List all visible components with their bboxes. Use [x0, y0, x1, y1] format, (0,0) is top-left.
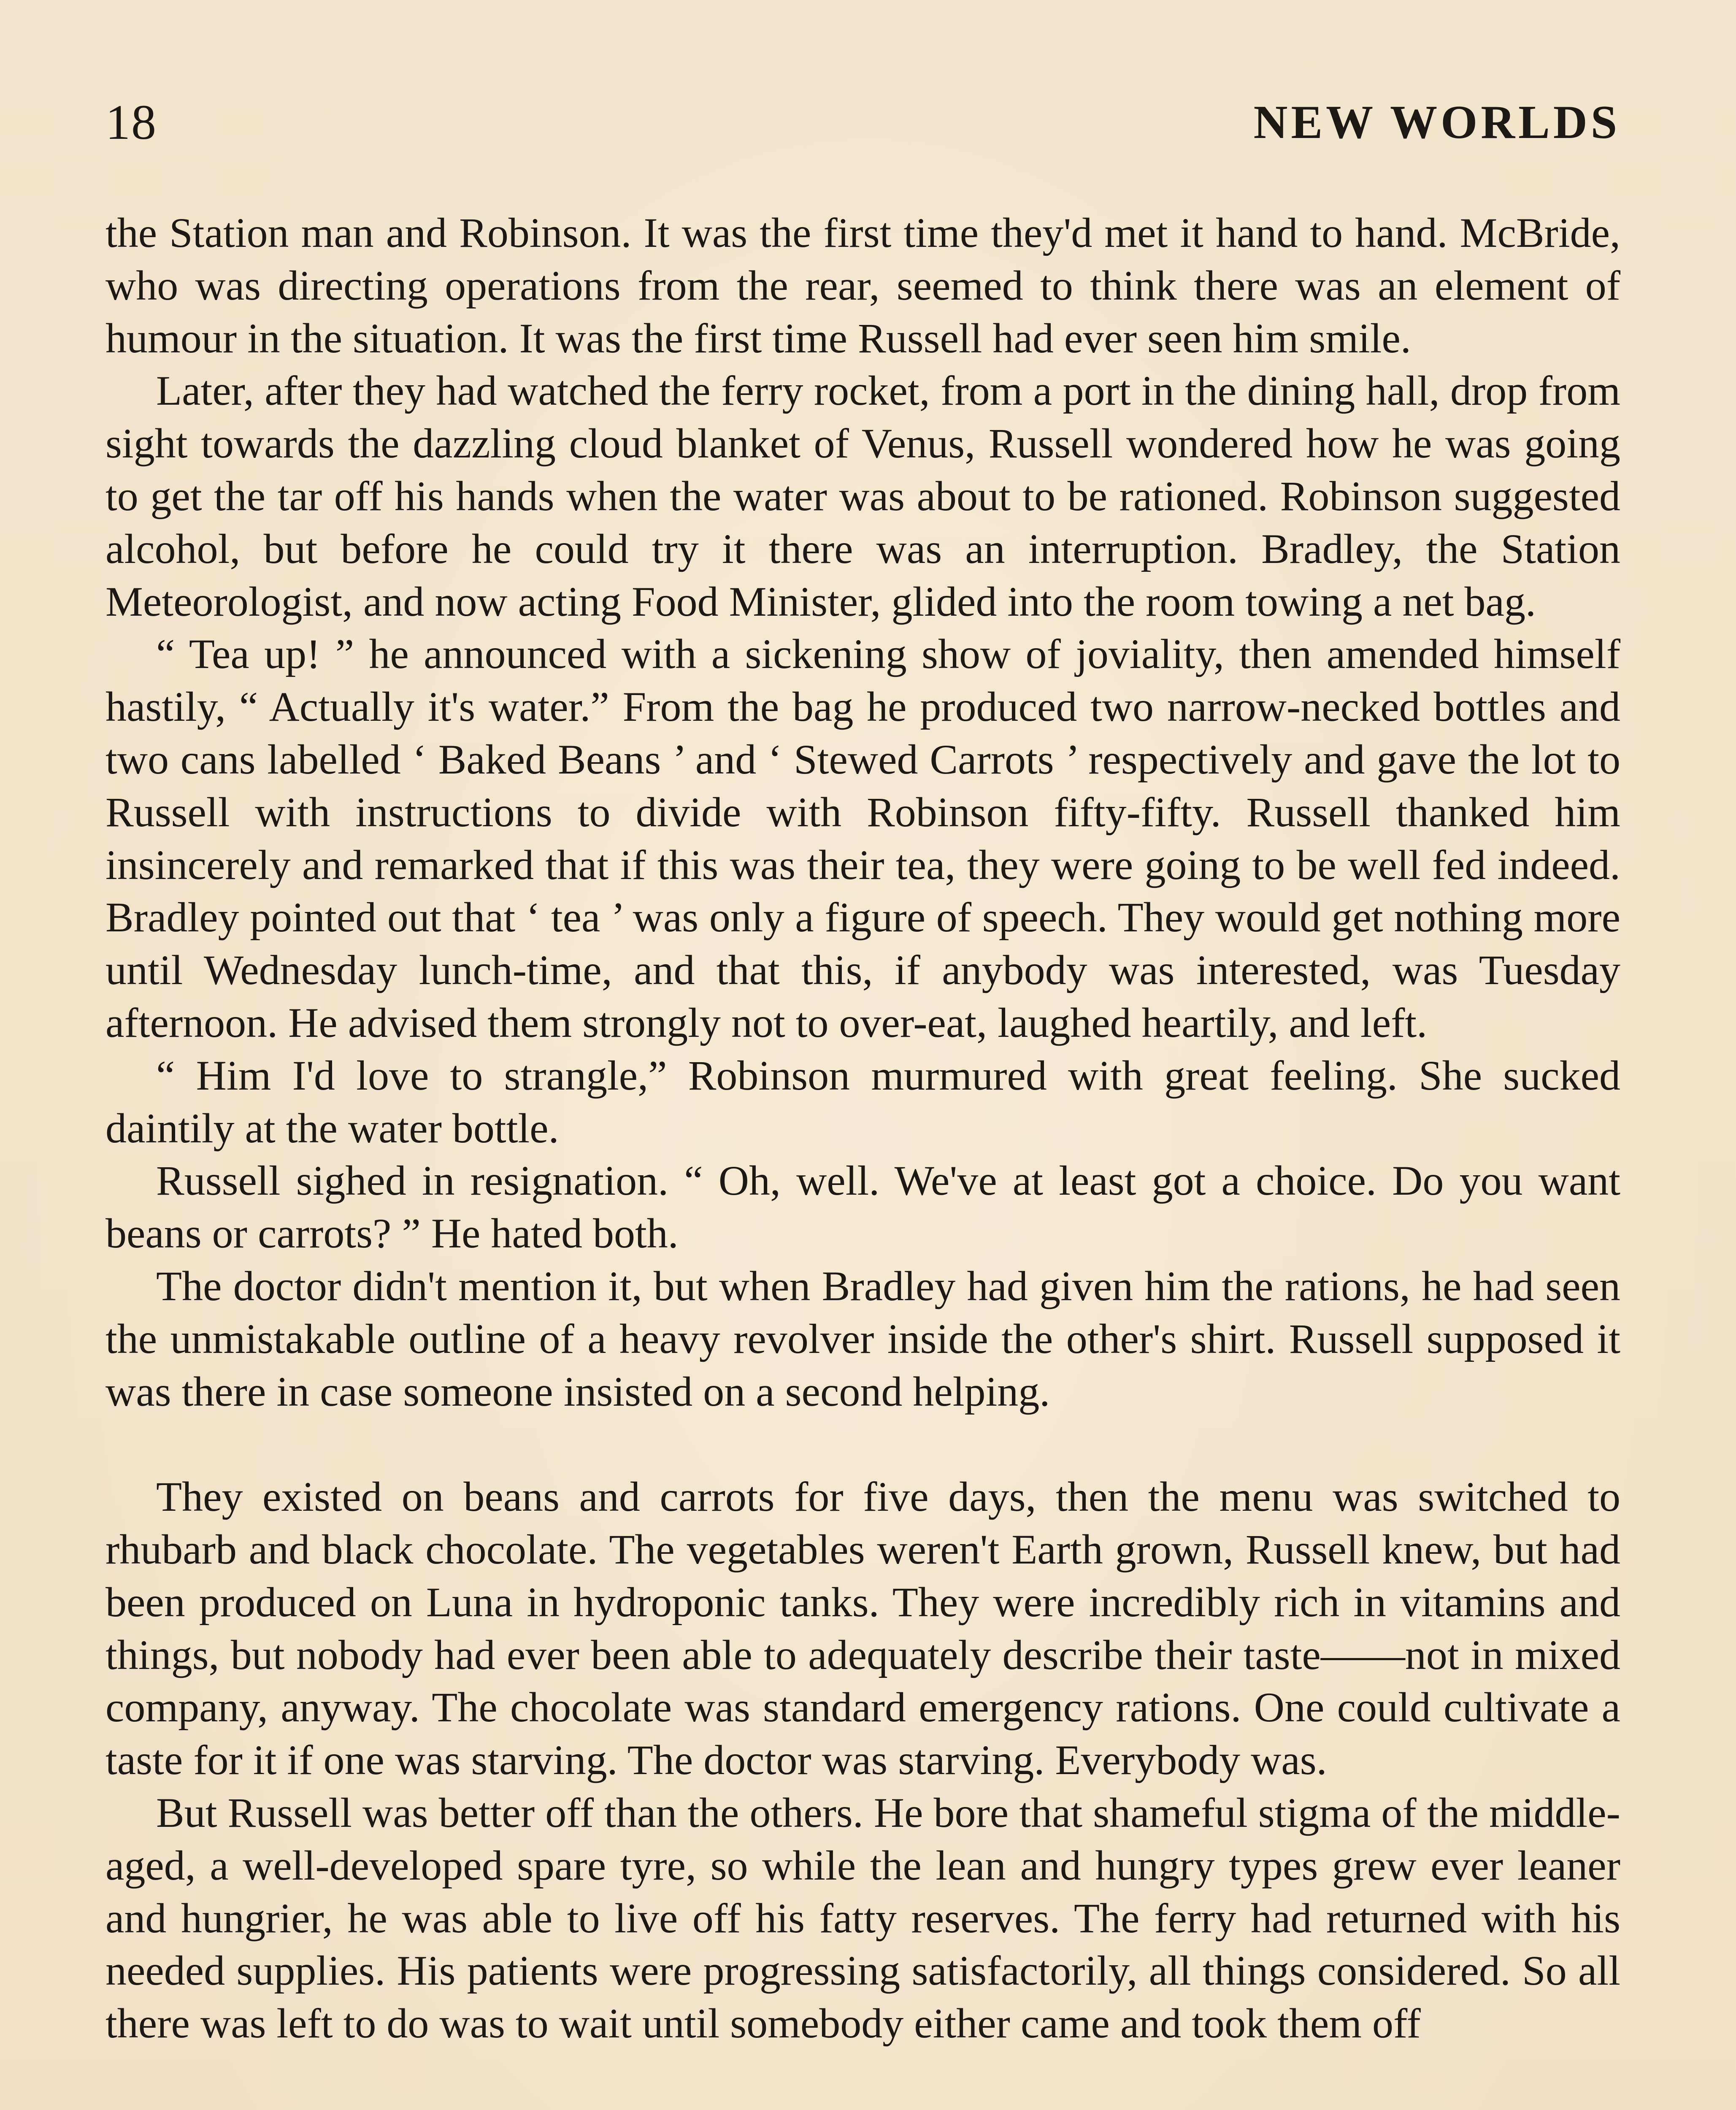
paragraph-7: They existed on beans and carrots for five days, then the menu was switched to rhubarb and black chocolate. The vegetables weren't Earth grown, Russell knew, but had been produced on Luna in hydroponic tanks. They were incredibly rich in vitamins and things, but nobody had ever been able to adequately describe their taste——not in mixed company, anyway. The chocolate was standard emergency rations. One could cultivate a taste for it if one was starving. The doctor was starving. Everybody was.: [105, 1473, 1620, 1784]
magazine-title: NEW WORLDS: [1253, 96, 1620, 149]
story-text: [105, 207, 1620, 2050]
paragraph-6: The doctor didn't mention it, but when Bradley had given him the rations, he had seen the unmistakable outline of a heavy revolver inside the other's shirt. Russell supposed it was there in case someone insisted on a second helping.: [105, 1262, 1620, 1415]
paragraph-8: But Russell was better off than the others. He bore that shameful stigma of the middle-aged, a well-developed spare tyre, so while the lean and hungry types grew ever leaner and hungrier, he was able to live off his fatty reserves. The ferry had returned with his needed supplies. His patients were progressing satisfactorily, all things considered. So all there was left to do was to wait until somebody either came and took them off: [105, 1789, 1620, 2047]
paragraph-3: “ Tea up! ” he announced with a sickening show of joviality, then amended himself hastily, “ Actually it's water.” From the bag he produced two narrow-necked bottles and two cans labelled ‘ Baked Beans ’ and ‘ Stewed Carrots ’ respectively and gave the lot to Russell with instructions to divide with Robinson fifty-fifty. Russell thanked him insincerely and remarked that if this was their tea, they were going to be well fed indeed. Bradley pointed out that ‘ tea ’ was only a figure of speech. They would get nothing more until Wednesday lunch-time, and that this, if anybody was interested, was Tuesday afternoon. He advised them strongly not to over-eat, laughed heartily, and left.: [105, 630, 1620, 1046]
paragraph-2: Later, after they had watched the ferry rocket, from a port in the dining hall, drop from sight towards the dazzling cloud blanket of Venus, Russell wondered how he was going to get the tar off his hands when the water was about to be rationed. Robinson suggested alcohol, but before he could try it there was an interruption. Bradley, the Station Meteorologist, and now acting Food Minister, glided into the room towing a net bag.: [105, 367, 1620, 625]
paragraph-1: the Station man and Robinson. It was the first time they'd met it hand to hand. McBride, who was directing operations from the rear, seemed to think there was an element of humour in the situation. It was the first time Russell had ever seen him smile.: [105, 209, 1620, 362]
paragraph-4: “ Him I'd love to strangle,” Robinson murmured with great feeling. She sucked daintily at the water bottle.: [105, 1052, 1620, 1152]
paragraph-5: Russell sighed in resignation. “ Oh, well. We've at least got a choice. Do you want beans or carrots? ” He hated both.: [105, 1157, 1620, 1257]
running-head: [105, 91, 1620, 154]
page-number: 18: [105, 95, 157, 150]
